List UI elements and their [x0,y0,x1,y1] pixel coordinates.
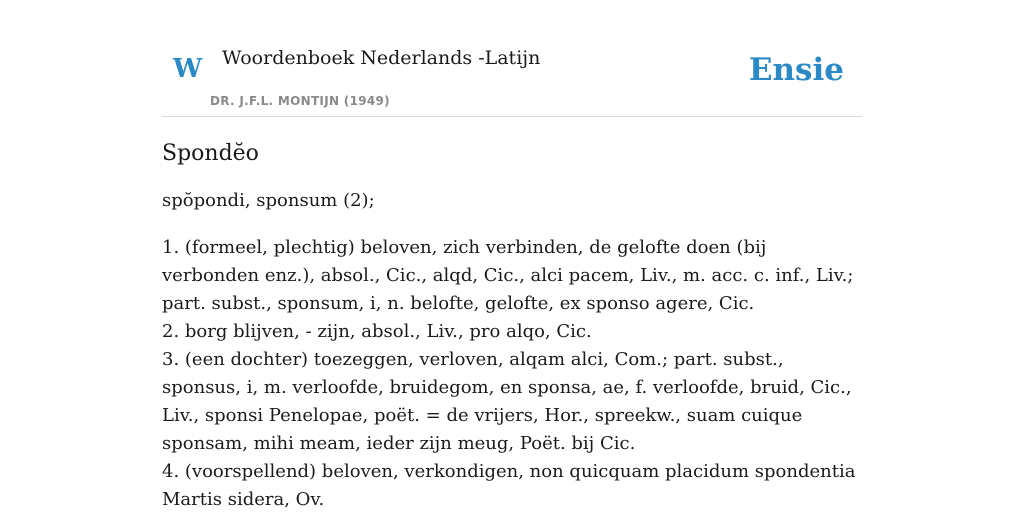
entry-forms: spŏpondi, sponsum (2); [162,190,375,211]
dictionary-logo-icon[interactable]: W [173,54,203,84]
book-author: DR. J.F.L. MONTIJN (1949) [210,94,390,108]
site-header [162,0,862,117]
entry-content [162,136,862,512]
book-title[interactable]: Woordenboek Nederlands -Latijn [222,47,541,69]
entry-senses [162,234,862,512]
sense-2: 2. borg blijven, - zijn, absol., Liv., pro alqo, Cic. [162,321,592,342]
sense-4: 4. (voorspellend) beloven, verkondigen, non quicquam placidum spondentia Martis sidera, Ov. [162,461,856,510]
sense-1: 1. (formeel, plechtig) beloven, zich verbinden, de gelofte doen (bij verbonden enz.), absol., Cic., alqd, Cic., alci pacem, Liv., m. acc. c. inf., Liv.; part. subst., sponsum, i, n. belofte, gelofte, ex sponso agere, Cic. [162,237,854,314]
ensie-brand-logo[interactable]: Ensie [748,52,844,88]
sense-3: 3. (een dochter) toezeggen, verloven, alqam alci, Com.; part. subst., sponsus, i, m. verloofde, bruidegom, en sponsa, ae, f. verloofde, bruid, Cic., Liv., sponsi Penelopae, poët. = de vrijers, Hor., spreekw., suam cuique sponsam, mihi meam, ieder zijn meug, Poët. bij Cic. [162,349,852,454]
entry-headword: Spondĕo [162,141,259,166]
